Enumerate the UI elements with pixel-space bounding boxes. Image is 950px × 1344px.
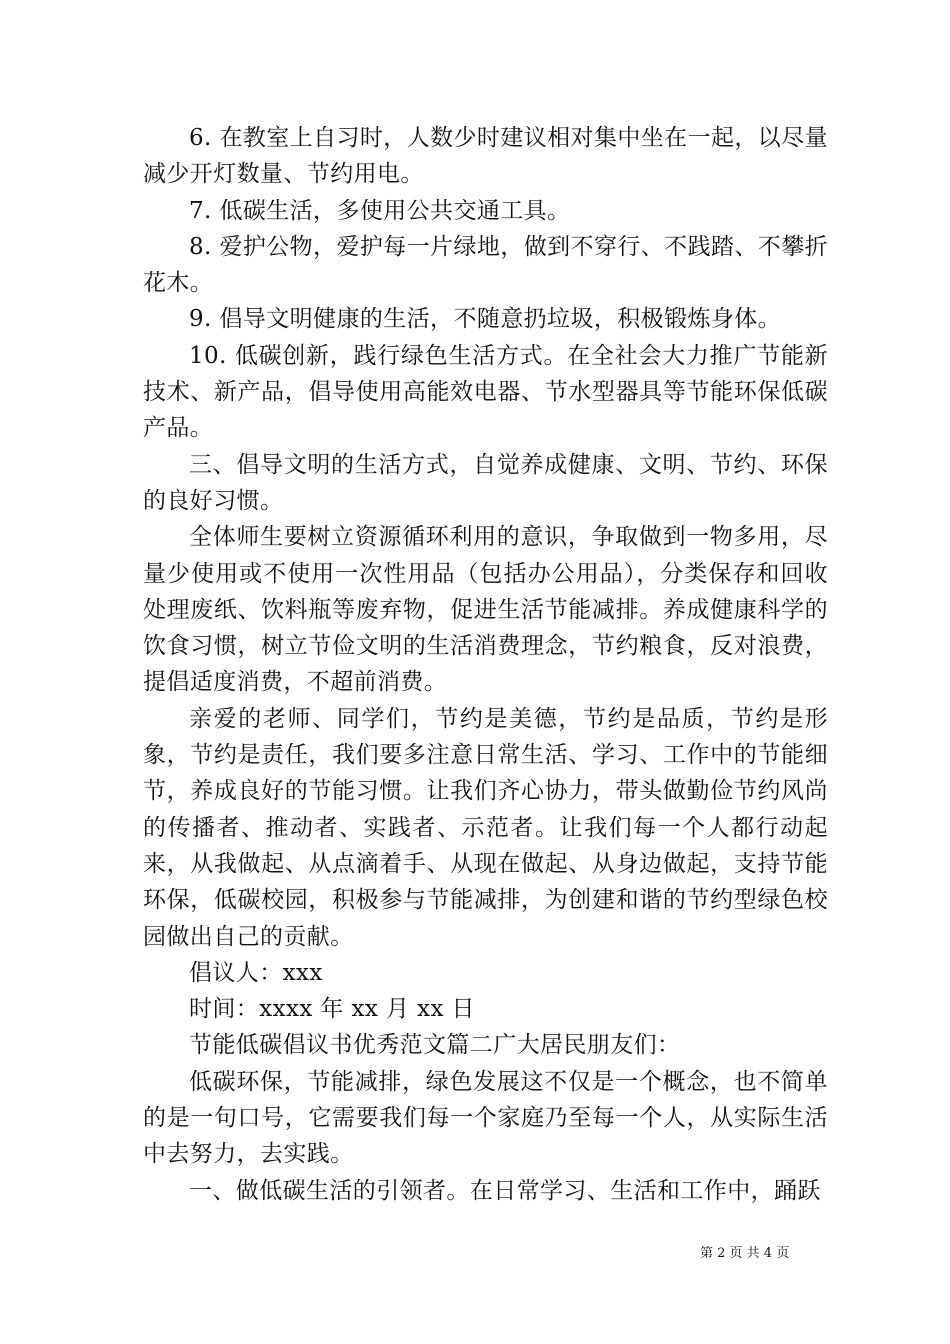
paragraph-resource-recycling: 全体师生要树立资源循环利用的意识，争取做到一物多用，尽量少使用或不使用一次性用品（包括办公用品），分类保存和回收处理废纸、饮料瓶等废弃物，促进生活节能减排。养成健康科学的饮食习惯，树立节俭文明的生活消费理念，节约粮食，反对浪费，提倡适度消费，不超前消费。 [143, 524, 828, 696]
paragraph-low-carbon-intro: 低碳环保，节能减排，绿色发展这不仅是一个概念，也不简单的是一句口号，它需要我们每一个家庭乃至每一个人，从实际生活中去努力，去实践。 [143, 1068, 828, 1168]
page-number-footer: 第 2 页 共 4 页 [700, 1246, 790, 1261]
paragraph-item-10: 10. 低碳创新，践行绿色生活方式。在全社会大力推广节能新技术、新产品，倡导使用高能效电器、节水型器具等节能环保低碳产品。 [143, 342, 828, 442]
paragraph-item-7: 7. 低碳生活，多使用公共交通工具。 [189, 197, 571, 224]
paragraph-leader-point: 一、做低碳生活的引领者。在日常学习、生活和工作中，踊跃 [189, 1177, 821, 1204]
document-body [143, 120, 828, 1209]
date-line: 时间：xxxx 年 xx 月 xx 日 [189, 996, 475, 1023]
initiator-line: 倡议人：xxx [189, 959, 323, 986]
paragraph-item-9: 9. 倡导文明健康的生活，不随意扔垃圾，积极锻炼身体。 [189, 306, 782, 333]
paragraph-item-8: 8. 爱护公物，爱护每一片绿地，做到不穿行、不践踏、不攀折花木。 [143, 233, 828, 297]
paragraph-closing-appeal: 亲爱的老师、同学们，节约是美德，节约是品质，节约是形象，节约是责任，我们要多注意日常生活、学习、工作中的节能细节，养成良好的节能习惯。让我们齐心协力，带头做勤俭节约风尚的传播者、推动者、实践者、示范者。让我们每一个人都行动起来，从我做起、从点滴着手、从现在做起、从身边做起，支持节能环保，低碳校园，积极参与节能减排，为创建和谐的节约型绿色校园做出自己的贡献。 [143, 705, 828, 950]
section-heading-three: 三、倡导文明的生活方式，自觉养成健康、文明、节约、环保的良好习惯。 [143, 451, 828, 514]
paragraph-item-6: 6. 在教室上自习时，人数少时建议相对集中坐在一起，以尽量减少开灯数量、节约用电。 [143, 125, 828, 188]
second-article-title: 节能低碳倡议书优秀范文篇二广大居民朋友们： [189, 1032, 681, 1059]
